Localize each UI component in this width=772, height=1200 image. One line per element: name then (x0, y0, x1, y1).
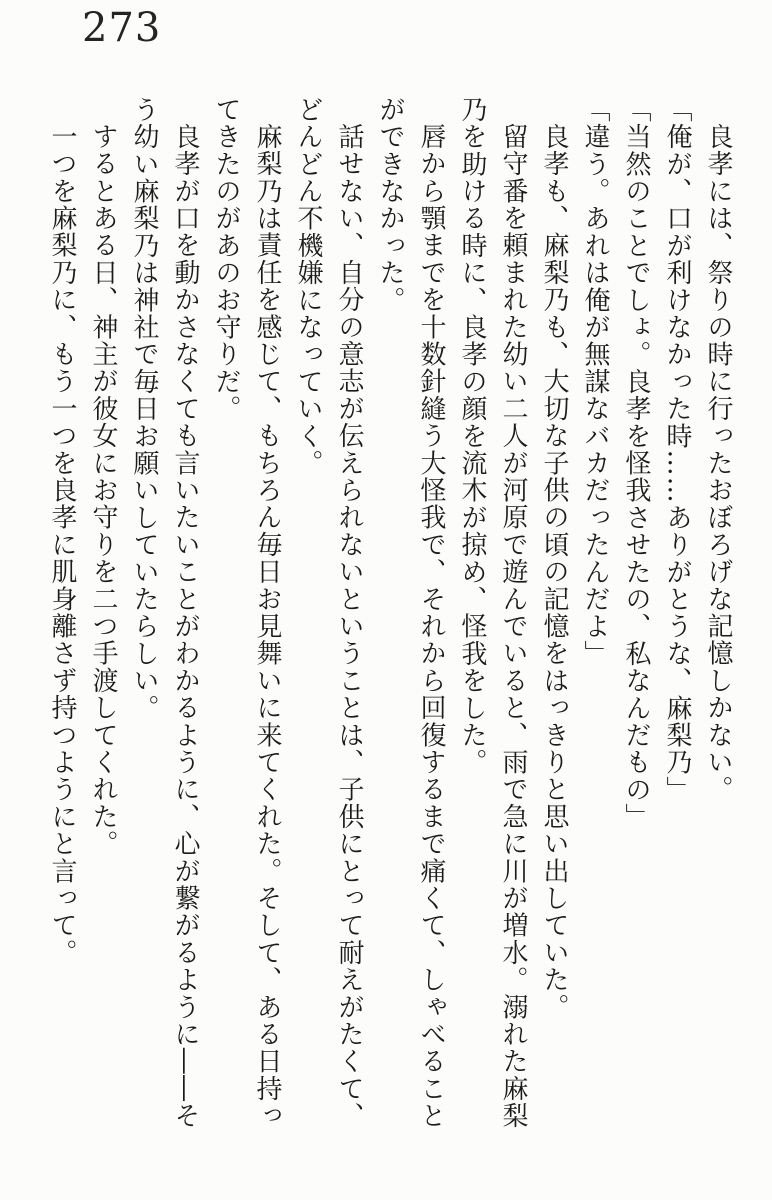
text-column: 良孝が口を動かさなくても言いたいことがわかるように、心が繋がるように――そ (170, 123, 200, 1130)
text-column: どんどん不機嫌になっていく。 (293, 96, 323, 477)
text-column: 麻梨乃は責任を感じて、もちろん毎日お見舞いに来てくれた。そして、ある日持っ (252, 123, 282, 1130)
page-number: 273 (82, 5, 162, 51)
text-column: う幼い麻梨乃は神社で毎日お願いしていたらしい。 (129, 96, 159, 722)
text-column: てきたのがあのお守りだ。 (211, 96, 241, 423)
text-column: 一つを麻梨乃に、もう一つを良孝に肌身離さず持つようにと言って。 (47, 123, 77, 967)
text-column: 「当然のことでしょ。良孝を怪我させたの、私なんだもの」 (621, 96, 651, 831)
text-column: 話せない、自分の意志が伝えられないということは、子供にとって耐えがたくて、 (334, 123, 364, 1130)
text-column: ができなかった。 (375, 96, 405, 314)
text-column: 唇から顎までを十数針縫う大怪我で、それから回復するまで痛くて、しゃべること (416, 123, 446, 1130)
text-column: 留守番を頼まれた幼い二人が河原で遊んでいると、雨で急に川が増水。溺れた麻梨 (498, 123, 528, 1130)
text-column: 「違う。あれは俺が無謀なバカだったんだよ」 (580, 96, 610, 668)
text-column: するとある日、神主が彼女にお守りを二つ手渡してくれた。 (88, 123, 118, 858)
text-column: 良孝には、祭りの時に行ったおぼろげな記憶しかない。 (703, 123, 733, 803)
text-column: 乃を助ける時に、良孝の顔を流木が掠め、怪我をした。 (457, 96, 487, 776)
text-column: 「俺が、口が利けなかった時……ありがとうな、麻梨乃」 (662, 96, 692, 804)
text-block (36, 96, 738, 1144)
text-column: 良孝も、麻梨乃も、大切な子供の頃の記憶をはっきりと思い出していた。 (539, 123, 569, 1021)
